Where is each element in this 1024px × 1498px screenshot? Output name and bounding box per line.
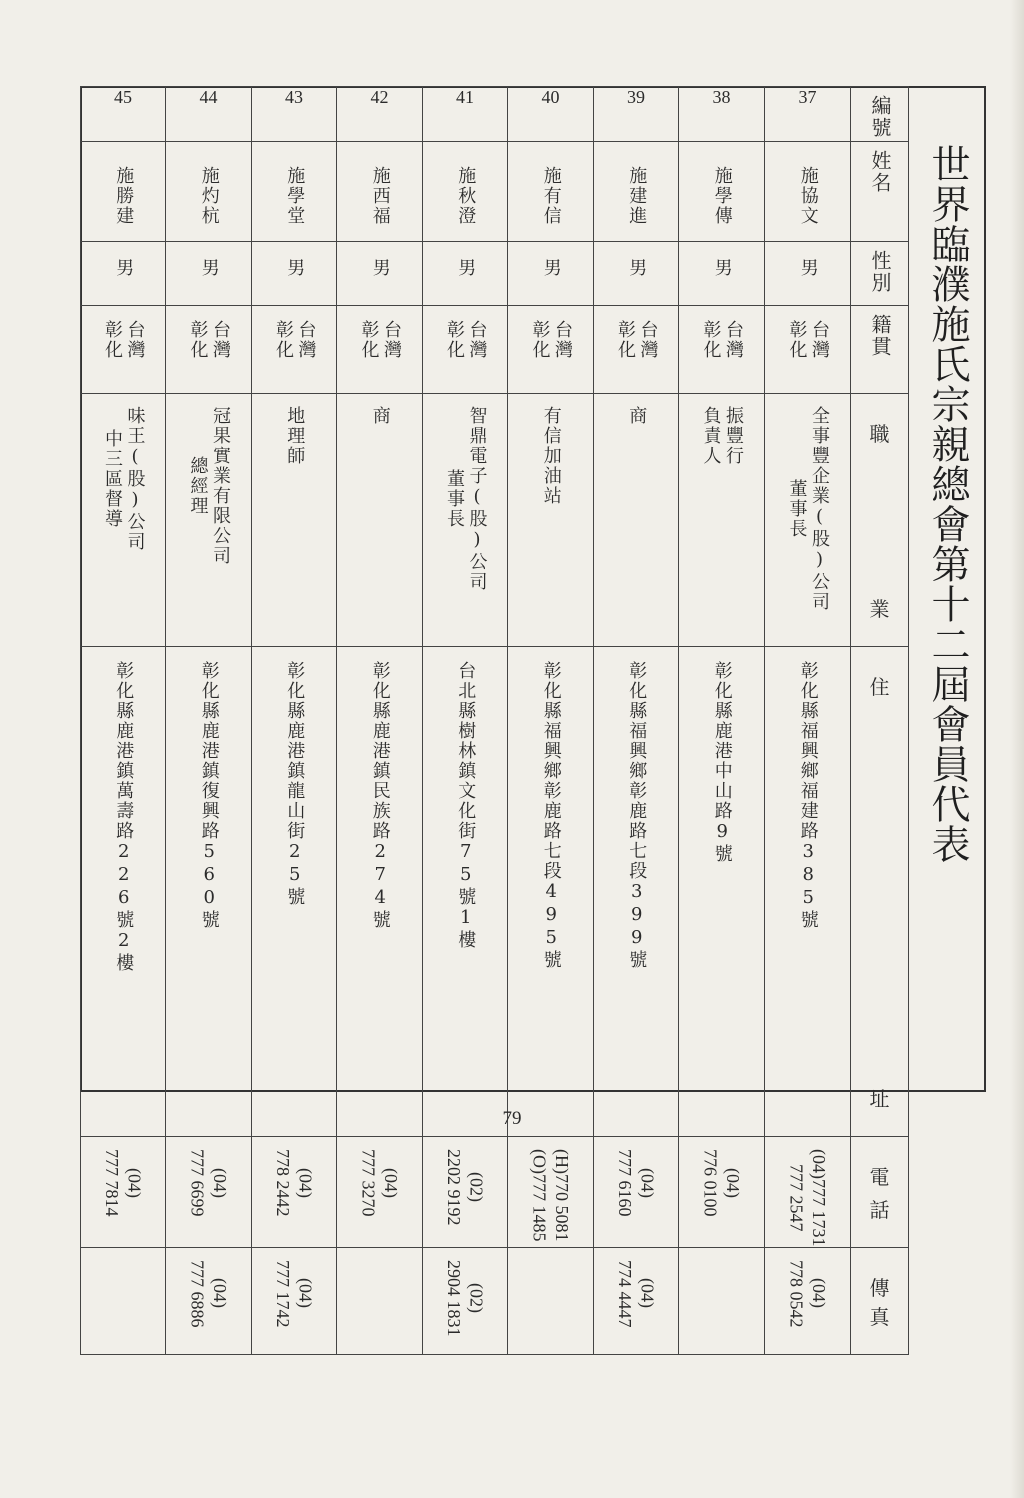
- member-fax: (04) 777 6886: [187, 1259, 230, 1327]
- member-name: 施有信: [540, 166, 562, 226]
- header-phone-char: 話: [869, 1197, 890, 1222]
- member-name: 施灼杭: [198, 166, 220, 226]
- member-origin-cell: [508, 306, 594, 394]
- member-phone: (H)770 5081 (O)777 1485: [529, 1149, 572, 1242]
- member-name: 施協文: [797, 166, 819, 226]
- member-fax-cell: [594, 1247, 679, 1354]
- member-origin-cell: [166, 306, 252, 394]
- member-fax: (02) 2904 1831: [444, 1259, 487, 1336]
- member-job: 智鼎電子(股)公司 董事長: [444, 406, 488, 592]
- member-name-cell: [508, 142, 594, 242]
- member-origin: 台灣 彰化: [529, 320, 573, 360]
- header-address: [851, 647, 909, 1137]
- member-origin-cell: [423, 306, 508, 394]
- member-phone: (04) 777 6699: [187, 1149, 230, 1217]
- header-id-label: 編號: [868, 95, 892, 139]
- member-address-cell: [508, 647, 594, 1137]
- member-job: 振豐行 負責人: [700, 406, 744, 466]
- member-origin: 台灣 彰化: [615, 320, 659, 360]
- member-origin-cell: [765, 306, 851, 394]
- member-origin: 台灣 彰化: [786, 320, 830, 360]
- header-job-char: 職: [869, 422, 890, 446]
- member-job: 味王(股)公司 中三區督導: [102, 406, 146, 552]
- member-gender: 男: [540, 258, 562, 278]
- member-gender: 男: [797, 258, 819, 278]
- member-address: 彰化縣福興鄉彰鹿路七段495號: [540, 661, 562, 970]
- document-title: 世界臨濮施氏宗親總會第十二屆會員代表: [925, 144, 970, 864]
- header-address-char: 住: [869, 675, 890, 699]
- header-job: [851, 394, 909, 647]
- member-phone: (02) 2202 9192: [444, 1149, 487, 1226]
- member-address: 彰化縣福興鄉福建路385號: [797, 661, 819, 930]
- member-name-cell: [679, 142, 765, 242]
- member-fax-cell: [81, 1247, 166, 1354]
- header-fax-char: 真: [869, 1304, 890, 1329]
- member-fax: (04) 777 1742: [273, 1259, 316, 1327]
- page-number: 79: [502, 1108, 522, 1129]
- member-gender: 男: [198, 258, 220, 278]
- title-box: [908, 86, 986, 1092]
- member-gender-cell: [594, 242, 679, 306]
- member-no-cell: 42: [337, 87, 423, 142]
- member-fax-cell: [765, 1247, 851, 1354]
- member-address-cell: [765, 647, 851, 1137]
- member-name-cell: [337, 142, 423, 242]
- member-job-cell: [765, 394, 851, 647]
- member-gender: 男: [369, 258, 391, 278]
- header-fax: [851, 1247, 909, 1354]
- member-fax-cell: [508, 1247, 594, 1354]
- member-job: 全事豐企業(股)公司 董事長: [786, 406, 830, 612]
- header-address-label: [851, 647, 908, 1136]
- member-phone-cell: [594, 1137, 679, 1248]
- member-phone-cell: [337, 1137, 423, 1248]
- member-fax-cell: [679, 1247, 765, 1354]
- member-phone-cell: [166, 1137, 252, 1248]
- member-address: 彰化縣福興鄉彰鹿路七段399號: [626, 661, 648, 970]
- member-origin: 台灣 彰化: [102, 320, 146, 360]
- header-origin-label: 籍貫: [868, 314, 892, 358]
- member-name-cell: [166, 142, 252, 242]
- member-fax-cell: [252, 1247, 337, 1354]
- member-address-cell: [81, 647, 166, 1137]
- member-phone: (04) 776 0100: [700, 1149, 743, 1217]
- member-job: 地理師: [284, 406, 306, 466]
- member-gender: 男: [455, 258, 477, 278]
- member-gender: 男: [113, 258, 135, 278]
- member-phone: (04) 777 6160: [615, 1149, 658, 1217]
- member-address-cell: [423, 647, 508, 1137]
- member-job: 商: [369, 406, 391, 426]
- member-address: 彰化縣鹿港鎮龍山街25號: [284, 661, 306, 907]
- member-origin-cell: [337, 306, 423, 394]
- member-address: 彰化縣鹿港中山路9號: [711, 661, 733, 864]
- member-origin: 台灣 彰化: [273, 320, 317, 360]
- member-name: 施西福: [369, 166, 391, 226]
- member-fax: (04) 778 0542: [786, 1259, 829, 1327]
- member-phone-cell: [679, 1137, 765, 1248]
- member-gender-cell: [679, 242, 765, 306]
- header-fax-label: [851, 1248, 908, 1354]
- member-phone-cell: [81, 1137, 166, 1248]
- member-gender-cell: [765, 242, 851, 306]
- member-origin: 台灣 彰化: [358, 320, 402, 360]
- member-fax-cell: [337, 1247, 423, 1354]
- member-phone: (04) 777 7814: [102, 1149, 145, 1217]
- member-fax: (04) 774 4447: [615, 1259, 658, 1327]
- member-gender-cell: [508, 242, 594, 306]
- member-no-cell: 37: [765, 87, 851, 142]
- member-phone: (04)777 1731 777 2547: [786, 1149, 829, 1247]
- header-job-label: [851, 394, 908, 646]
- header-address-char: 址: [869, 1087, 890, 1111]
- member-origin: 台灣 彰化: [444, 320, 488, 360]
- header-name-label: 姓名: [868, 150, 892, 194]
- member-phone-cell: [252, 1137, 337, 1248]
- member-origin: 台灣 彰化: [187, 320, 231, 360]
- member-no-cell: 40: [508, 87, 594, 142]
- member-job-cell: [337, 394, 423, 647]
- member-job-cell: [679, 394, 765, 647]
- member-name: 施勝建: [113, 166, 135, 226]
- member-name-cell: [594, 142, 679, 242]
- member-name-cell: [765, 142, 851, 242]
- member-no-cell: 44: [166, 87, 252, 142]
- member-name: 施學傳: [711, 166, 733, 226]
- header-origin: [851, 306, 909, 394]
- header-phone: [851, 1137, 909, 1248]
- member-no-cell: 45: [81, 87, 166, 142]
- member-job: 商: [626, 406, 648, 426]
- member-phone-cell: [765, 1137, 851, 1248]
- member-address-cell: [679, 647, 765, 1137]
- header-fax-char: 傳: [869, 1275, 890, 1300]
- member-phone: (04) 777 3270: [358, 1149, 401, 1217]
- member-gender-cell: [337, 242, 423, 306]
- member-address-cell: [337, 647, 423, 1137]
- member-name-cell: [252, 142, 337, 242]
- member-address-cell: [252, 647, 337, 1137]
- member-gender: 男: [284, 258, 306, 278]
- member-address: 台北縣樹林鎮文化街75號1樓: [455, 661, 477, 950]
- member-address-cell: [594, 647, 679, 1137]
- member-job-cell: [252, 394, 337, 647]
- member-gender-cell: [252, 242, 337, 306]
- member-no-cell: 43: [252, 87, 337, 142]
- member-address: 彰化縣鹿港鎮民族路274號: [369, 661, 391, 930]
- member-roster-table: [80, 86, 909, 1355]
- header-gender-label: 性別: [868, 250, 892, 294]
- member-job-cell: [166, 394, 252, 647]
- member-gender: 男: [711, 258, 733, 278]
- member-name: 施建進: [626, 166, 648, 226]
- member-gender-cell: [166, 242, 252, 306]
- header-gender: [851, 242, 909, 306]
- member-name: 施秋澄: [455, 166, 477, 226]
- member-address: 彰化縣鹿港鎮萬壽路226號2樓: [113, 661, 135, 973]
- member-phone-cell: [508, 1137, 594, 1248]
- header-name: [851, 142, 909, 242]
- member-gender-cell: [81, 242, 166, 306]
- header-phone-char: 電: [869, 1165, 890, 1189]
- member-name-cell: [81, 142, 166, 242]
- member-name-cell: [423, 142, 508, 242]
- member-job: 有信加油站: [540, 406, 562, 506]
- header-id: [851, 87, 909, 142]
- member-origin-cell: [594, 306, 679, 394]
- member-job-cell: [594, 394, 679, 647]
- header-job-char: 業: [869, 597, 890, 621]
- header-phone-label: [851, 1137, 908, 1247]
- member-fax-cell: [166, 1247, 252, 1354]
- member-fax-cell: [423, 1247, 508, 1354]
- member-gender: 男: [626, 258, 648, 278]
- member-gender-cell: [423, 242, 508, 306]
- member-name: 施學堂: [284, 166, 306, 226]
- member-origin: 台灣 彰化: [700, 320, 744, 360]
- member-job-cell: [81, 394, 166, 647]
- member-origin-cell: [679, 306, 765, 394]
- member-no-cell: 41: [423, 87, 508, 142]
- member-origin-cell: [252, 306, 337, 394]
- member-job: 冠果實業有限公司 總經理: [187, 406, 231, 566]
- page-spine-shadow: [1010, 0, 1024, 1498]
- member-address-cell: [166, 647, 252, 1137]
- member-no-cell: 38: [679, 87, 765, 142]
- member-job-cell: [423, 394, 508, 647]
- member-address: 彰化縣鹿港鎮復興路560號: [198, 661, 220, 930]
- member-no-cell: 39: [594, 87, 679, 142]
- member-phone-cell: [423, 1137, 508, 1248]
- member-phone: (04) 778 2442: [273, 1149, 316, 1217]
- member-job-cell: [508, 394, 594, 647]
- member-origin-cell: [81, 306, 166, 394]
